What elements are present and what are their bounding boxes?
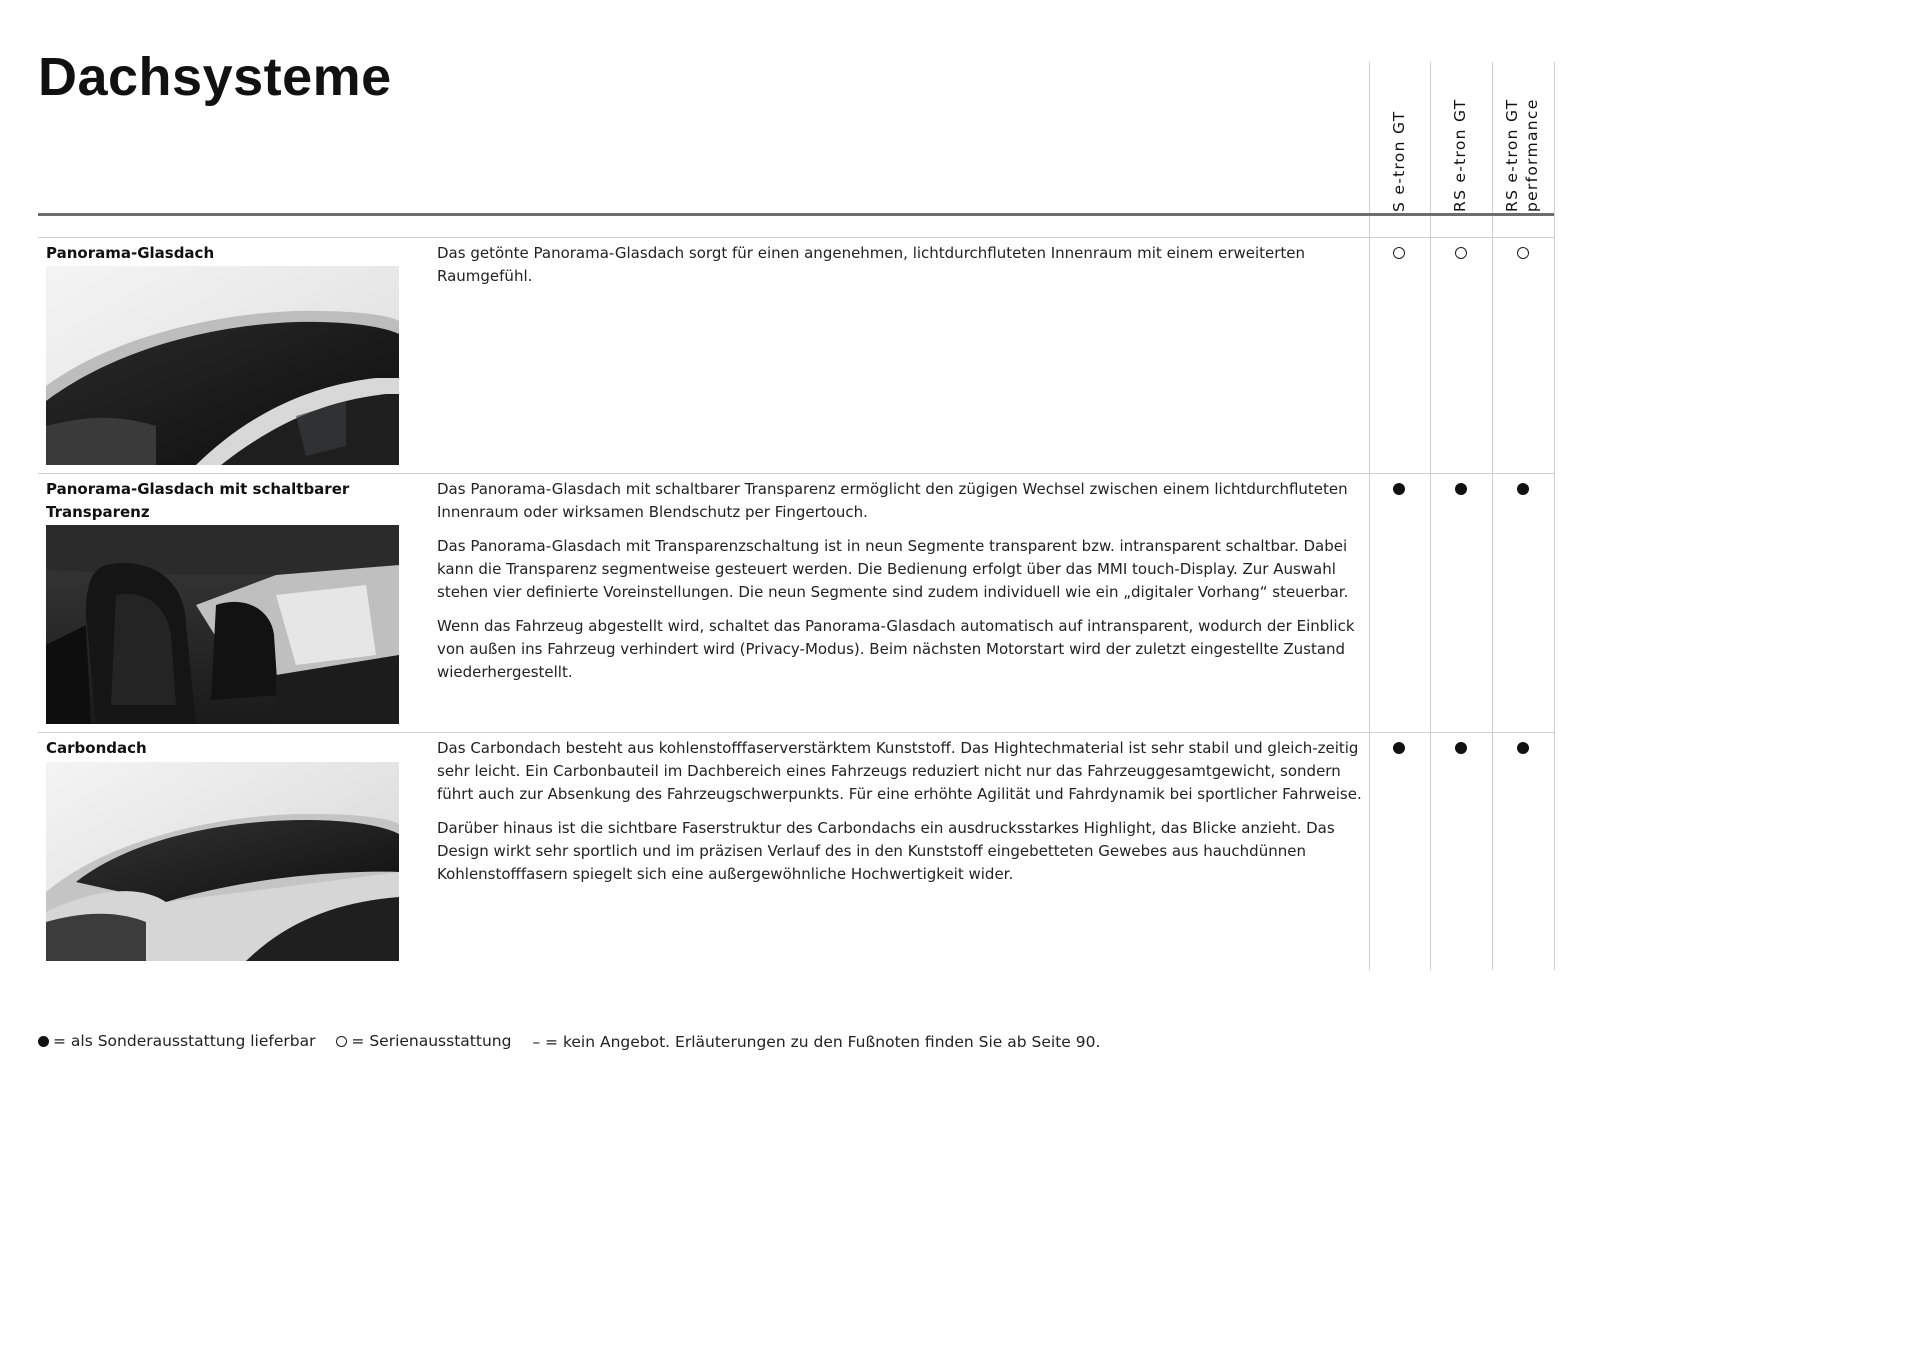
legend-standard-label: = Serienausstattung (351, 1032, 512, 1050)
open-circle-icon (336, 1036, 347, 1047)
legend (38, 1030, 1116, 1053)
description-paragraph: Das getönte Panorama-Glasdach sorgt für einen angenehmen, lichtdurchfluteten Innenraum mit einem erweiterten Raumgefühl. (437, 244, 1306, 285)
carbon-roof-image (46, 762, 399, 961)
column-divider (1554, 62, 1555, 970)
availability-standard-mark (1455, 247, 1467, 259)
row-description (437, 242, 1362, 299)
description-paragraph: Das Carbondach besteht aus kohlenstofffaserverstärktem Kunststoff. Das Hightechmaterial ist sehr stabil und gleich-zeitig sehr leicht. Ein Carbonbauteil im Dachbereich eines Fahrzeugs reduziert nicht nur das Fahrzeuggesamtgewicht, sondern führt auch zur Absenkung des Fahrzeugschwerpunkts. Für eine erhöhte Agilität und Fahrdynamik bei sportlicher Fahrweise. (437, 739, 1362, 803)
legend-optional-label: = als Sonderausstattung lieferbar (53, 1032, 316, 1050)
column-header-rs-etron-gt-performance (1493, 62, 1553, 212)
page-title: Dachsysteme (38, 47, 392, 107)
column-header-label: RS e-tron GT (1451, 98, 1469, 212)
description-paragraph: Das Panorama-Glasdach mit schaltbarer Transparenz ermöglicht den zügigen Wechsel zwischen einem lichtdurchfluteten Innenraum oder wirksamen Blendschutz per Fingertouch. (437, 480, 1348, 521)
column-header-label: performance (1523, 98, 1541, 212)
availability-optional-mark (1393, 742, 1405, 754)
switchable-glass-roof-image (46, 525, 399, 724)
description-paragraph: Das Panorama-Glasdach mit Transparenzschaltung ist in neun Segmente transparent bzw. intransparent schaltbar. Dabei kann die Transparenz segmentweise gesteuert werden. Die Bedienung erfolgt über das MMI touch-Display. Zur Auswahl stehen vier definierte Voreinstellungen. Die neun Segmente sind zudem individuell wie ein „digitaler Vorhang“ steuerbar. (437, 537, 1349, 601)
availability-optional-mark (1517, 483, 1529, 495)
legend-optional (38, 1030, 315, 1052)
header-rule (38, 213, 1554, 216)
panorama-glass-roof-image (46, 266, 399, 465)
row-title: Panorama-Glasdach (46, 244, 215, 262)
column-header-label: S e-tron GT (1390, 110, 1408, 212)
filled-circle-icon (38, 1036, 49, 1047)
row-divider (38, 237, 1554, 238)
row-title: Panorama-Glasdach mit schaltbarer Transparenz (46, 480, 350, 521)
column-header-rs-etron-gt (1431, 62, 1491, 212)
availability-optional-mark (1393, 483, 1405, 495)
legend-none-label: – = kein Angebot. Erläuterungen zu den Fußnoten finden Sie ab Seite 90. (532, 1032, 1101, 1051)
availability-optional-mark (1517, 742, 1529, 754)
availability-optional-mark (1455, 483, 1467, 495)
availability-standard-mark (1517, 247, 1529, 259)
legend-standard (336, 1030, 511, 1052)
availability-standard-mark (1393, 247, 1405, 259)
column-header-s-etron-gt (1370, 62, 1430, 212)
legend-none (532, 1031, 1100, 1053)
description-paragraph: Wenn das Fahrzeug abgestellt wird, schaltet das Panorama-Glasdach automatisch auf intransparent, wodurch der Einblick von außen ins Fahrzeug verhindert wird (Privacy-Modus). Beim nächsten Motorstart wird der zuletzt eingestellte Zustand wiederhergestellt. (437, 617, 1355, 681)
row-description (437, 478, 1362, 695)
row-description (437, 737, 1362, 897)
row-title: Carbondach (46, 739, 147, 757)
description-paragraph: Darüber hinaus ist die sichtbare Faserstruktur des Carbondachs ein ausdrucksstarkes Highlight, das Blicke anzieht. Das Design wirkt sehr sportlich und im präzisen Verlauf des in den Kunststoff eingebetteten Gewebes aus hauchdünnen Kohlenstofffasern spiegelt sich eine außergewöhnliche Hochwertigkeit wider. (437, 819, 1335, 883)
availability-optional-mark (1455, 742, 1467, 754)
column-header-label: RS e-tron GT (1503, 98, 1521, 212)
row-divider (38, 473, 1554, 474)
row-divider (38, 732, 1554, 733)
